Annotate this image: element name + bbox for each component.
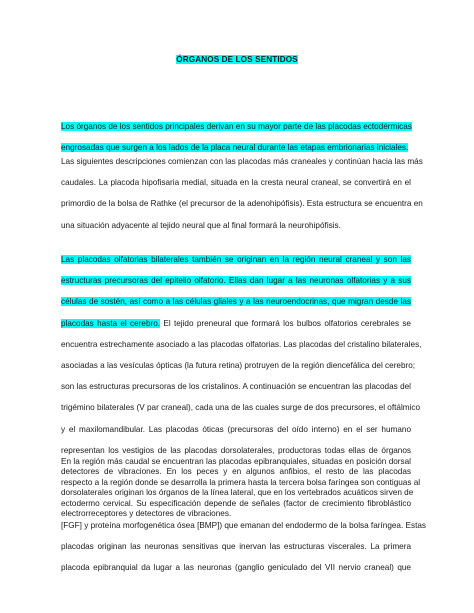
highlighted-text: placodas hasta el cerebro. — [61, 318, 161, 328]
plain-text: placodas originan las neuronas sensitivas que inervan las estructuras viscerales. La primera — [61, 541, 411, 551]
plain-text: dorsolaterales originan los órganos de la línea lateral, que en los vertebrados acuáticos sirven de — [61, 488, 414, 498]
text-line — [61, 151, 423, 172]
plain-text: una situación adyacente al tejido neural que al final formará la neurohipófisis. — [61, 220, 341, 230]
plain-text: y el maxilomandibular. Las placodas óticas (precursoras del oído interno) en el ser humano — [61, 424, 411, 434]
text-line — [61, 451, 411, 472]
text-line — [61, 116, 411, 137]
paragraph-2 — [61, 151, 423, 236]
text-line — [61, 334, 422, 355]
highlighted-text: células de sostén, así como a las células gliales y a las neuroendocrinas, que migran desde las — [61, 297, 411, 307]
plain-text: ectodermo cervical. Su especificación depende de señales (factor de crecimiento fibroblástico — [61, 499, 411, 509]
plain-text: representan los vestigios de las placodas dorsolaterales, productoras todas ellas de órganos — [61, 445, 411, 455]
highlighted-text: engrosadas que surgen a los lados de la placa neural durante las etapas embrionarias iniciales. — [61, 143, 409, 153]
document-title — [0, 55, 474, 64]
text-line — [61, 291, 411, 312]
text-line — [61, 313, 411, 334]
highlighted-text: Los órganos de los sentidos principales derivan en su mayor parte de las placodas ectodérmicas — [61, 122, 412, 131]
highlighted-text: estructuras precursoras del epitelio olfatorio. Ellas dan lugar a las neuronas olfatorias y a sus — [61, 276, 411, 286]
text-line — [61, 515, 427, 536]
text-line — [61, 215, 411, 236]
text-line — [61, 172, 411, 193]
text-line — [61, 249, 411, 270]
plain-text: placoda epibranquial da lugar a las neuronas (ganglio geniculado del VII nervio craneal) que — [61, 562, 411, 572]
plain-text: Las siguientes descripciones comienzan con las placodas más craneales y continúan hacia las más — [61, 157, 423, 166]
plain-text: primordio de la bolsa de Rathke (el precursor de la adenohipófisis). Esta estructura se encuentra en — [61, 199, 423, 209]
paragraph-4 — [61, 451, 427, 578]
text-line — [61, 355, 416, 376]
plain-text: El tejido preneural que formará los bulbos olfatorios cerebrales se — [160, 318, 411, 328]
text-line — [61, 270, 411, 291]
plain-text: [FGF] y proteína morfogenética ósea [BMP]) que emanan del endodermo de la bolsa faríngea. Estas — [61, 520, 427, 530]
text-line — [61, 397, 421, 418]
plain-text: son las estructuras precursoras de los cristalinos. A continuación se encuentran las placodas del — [61, 382, 411, 392]
text-line — [61, 536, 411, 557]
plain-text: asociadas a las vesículas ópticas (la futura retina) protruyen de la región diencefálica del cerebro; — [61, 360, 416, 370]
plain-text: caudales. La placoda hipofisaria medial, situada en la cresta neural craneal, se convertirá en el — [61, 178, 411, 188]
plain-text: trigémino bilaterales (V par craneal), cada una de las cuales surge de dos precursores, el oftálmico — [61, 403, 421, 413]
title-text: ÓRGANOS DE LOS SENTIDOS — [176, 55, 298, 64]
text-line — [61, 193, 423, 214]
plain-text: respecto a la región donde se desarrolla la primera hasta la tercera bolsa faríngea son contiguas al — [61, 478, 421, 488]
plain-text: En la región más caudal se encuentran las placodas epibranquiales, situadas en posición dorsal — [61, 457, 411, 466]
text-line — [61, 557, 411, 578]
text-line — [61, 493, 411, 514]
plain-text: electrorreceptores y detectores de vibraciones. — [61, 509, 232, 519]
text-line — [61, 376, 411, 397]
highlighted-text: Las placodas olfatorias bilaterales también se originan en la región neural craneal y son las — [61, 255, 411, 264]
plain-text: encuentra estrechamente asociado a las placodas olfatorias. Las placodas del cristalino bilaterales, — [61, 339, 422, 349]
text-line — [61, 419, 411, 440]
plain-text: detectores de vibraciones. En los peces y en algunos anfibios, el resto de las placodas — [61, 466, 411, 476]
